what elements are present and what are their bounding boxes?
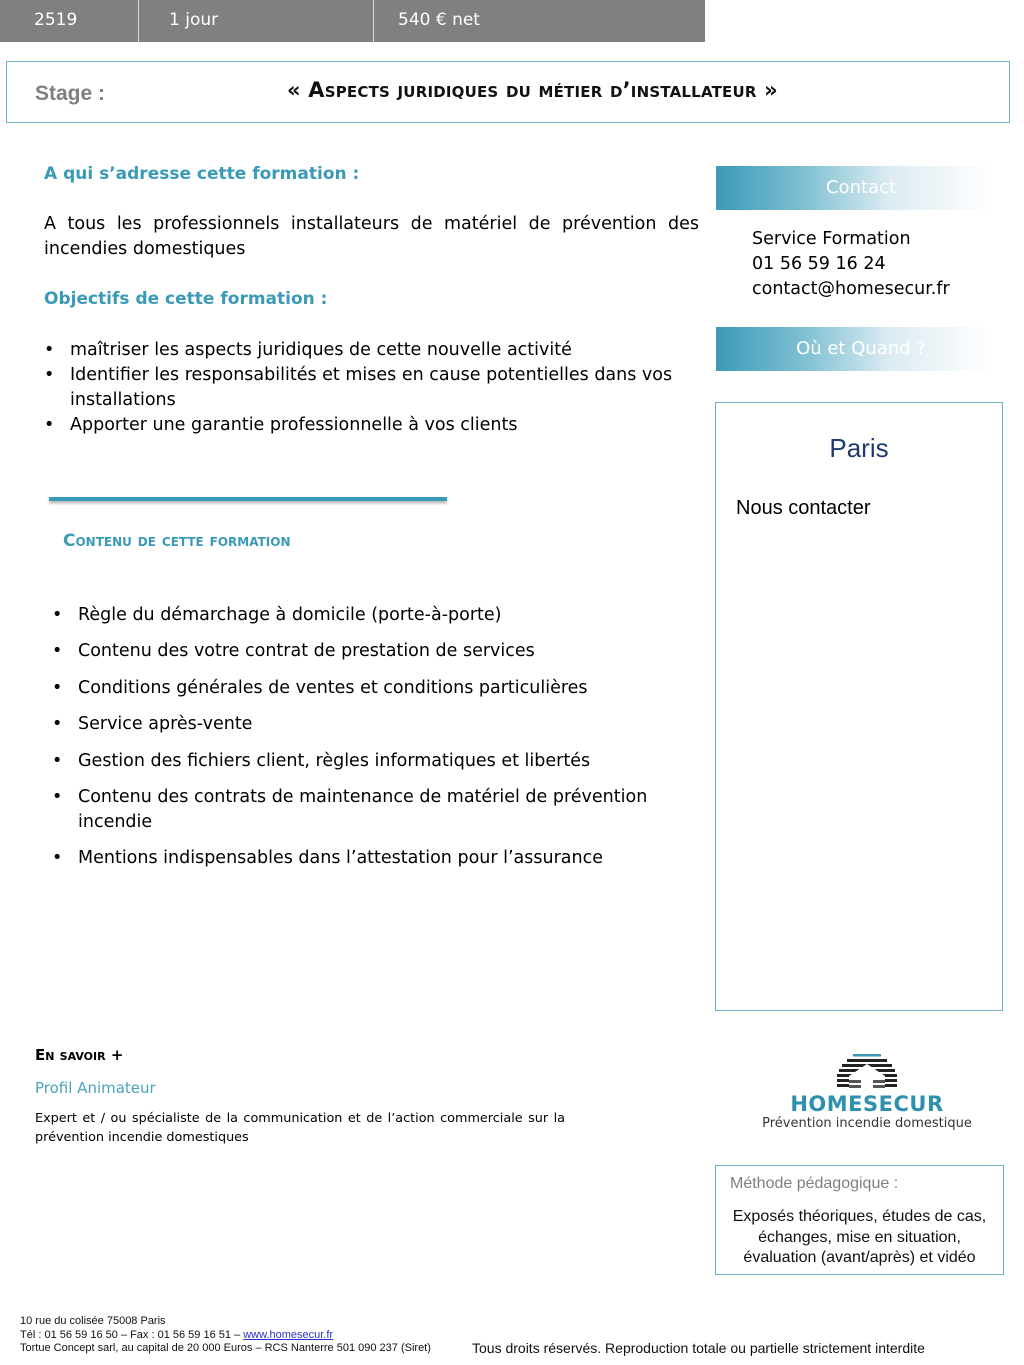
- list-item: • Mentions indispensables dans l’attestation pour l’assurance: [52, 846, 672, 871]
- contact-banner: Contact: [716, 166, 1006, 210]
- more-heading: En savoir +: [35, 1046, 124, 1064]
- course-code: 2519: [0, 0, 139, 42]
- objectives-heading: Objectifs de cette formation :: [44, 289, 328, 309]
- method-text: Exposés théoriques, études de cas, échanges, mise en situation, évaluation (avant/après) et vidéo: [732, 1208, 987, 1266]
- stage-label: Stage :: [35, 82, 106, 105]
- trainer-profile-heading: Profil Animateur: [35, 1079, 156, 1097]
- list-item: • Contenu des contrats de maintenance de matériel de prévention incendie: [52, 785, 672, 835]
- audience-heading: A qui s’adresse cette formation :: [44, 164, 360, 184]
- website-link[interactable]: www.homesecur.fr: [243, 1328, 334, 1341]
- content-heading: Contenu de cette formation: [63, 531, 291, 551]
- contact-service: Service Formation: [752, 229, 911, 249]
- footer-address-block: [20, 1315, 431, 1356]
- list-item: • Service après-vente: [52, 712, 672, 737]
- list-item: • Contenu des votre contrat de prestation de services: [52, 639, 672, 664]
- title-box: [6, 61, 1010, 123]
- section-divider: [49, 497, 447, 501]
- footer-phone: Tél : 01 56 59 16 50 – Fax : 01 56 59 16 51 –: [20, 1328, 244, 1341]
- location-note: Nous contacter: [736, 497, 871, 519]
- footer-rights: Tous droits réservés. Reproduction totale ou partielle strictement interdite: [472, 1340, 925, 1356]
- list-item: • Règle du démarchage à domicile (porte-à-porte): [52, 603, 672, 628]
- footer-phone-line: [20, 1329, 431, 1343]
- course-price: 540 € net: [398, 10, 480, 30]
- location-city: Paris: [829, 433, 889, 463]
- trainer-profile-text: Expert et / ou spécialiste de la communication et de l’action commerciale sur la prévention incendie domestiques: [35, 1111, 565, 1145]
- where-when-box: [715, 402, 1003, 1011]
- objectives-list: [44, 338, 704, 438]
- homesecur-logo: [760, 1052, 974, 1138]
- list-item: • Apporter une garantie professionnelle à vos clients: [44, 413, 704, 438]
- content-list: [52, 603, 672, 883]
- audience-text: A tous les professionnels installateurs de matériel de prévention des incendies domestiques: [44, 214, 699, 259]
- contact-phone: 01 56 59 16 24: [752, 254, 886, 274]
- house-logo-icon: [835, 1052, 899, 1092]
- contact-email[interactable]: contact@homesecur.fr: [752, 279, 950, 299]
- list-item: • Conditions générales de ventes et conditions particulières: [52, 676, 672, 701]
- method-heading: Méthode pédagogique :: [730, 1175, 899, 1192]
- footer-address: 10 rue du colisée 75008 Paris: [20, 1315, 166, 1327]
- list-item: • Identifier les responsabilités et mises en cause potentielles dans vos installations: [44, 363, 704, 413]
- logo-tagline: Prévention incendie domestique: [762, 1116, 972, 1131]
- logo-name: HOMESECUR: [790, 1092, 944, 1116]
- list-item: • Gestion des fichiers client, règles informatiques et libertés: [52, 749, 672, 774]
- page-title: « Aspects juridiques du métier d’installateur »: [287, 78, 778, 102]
- footer-legal: Tortue Concept sarl, au capital de 20 000 Euros – RCS Nanterre 501 090 237 (Siret): [20, 1342, 431, 1354]
- contact-info: [752, 227, 950, 302]
- method-box: [715, 1165, 1004, 1275]
- where-when-banner: Où et Quand ?: [716, 327, 1006, 371]
- course-duration: 1 jour: [139, 0, 374, 42]
- info-bar: [0, 0, 705, 42]
- list-item: • maîtriser les aspects juridiques de cette nouvelle activité: [44, 338, 704, 363]
